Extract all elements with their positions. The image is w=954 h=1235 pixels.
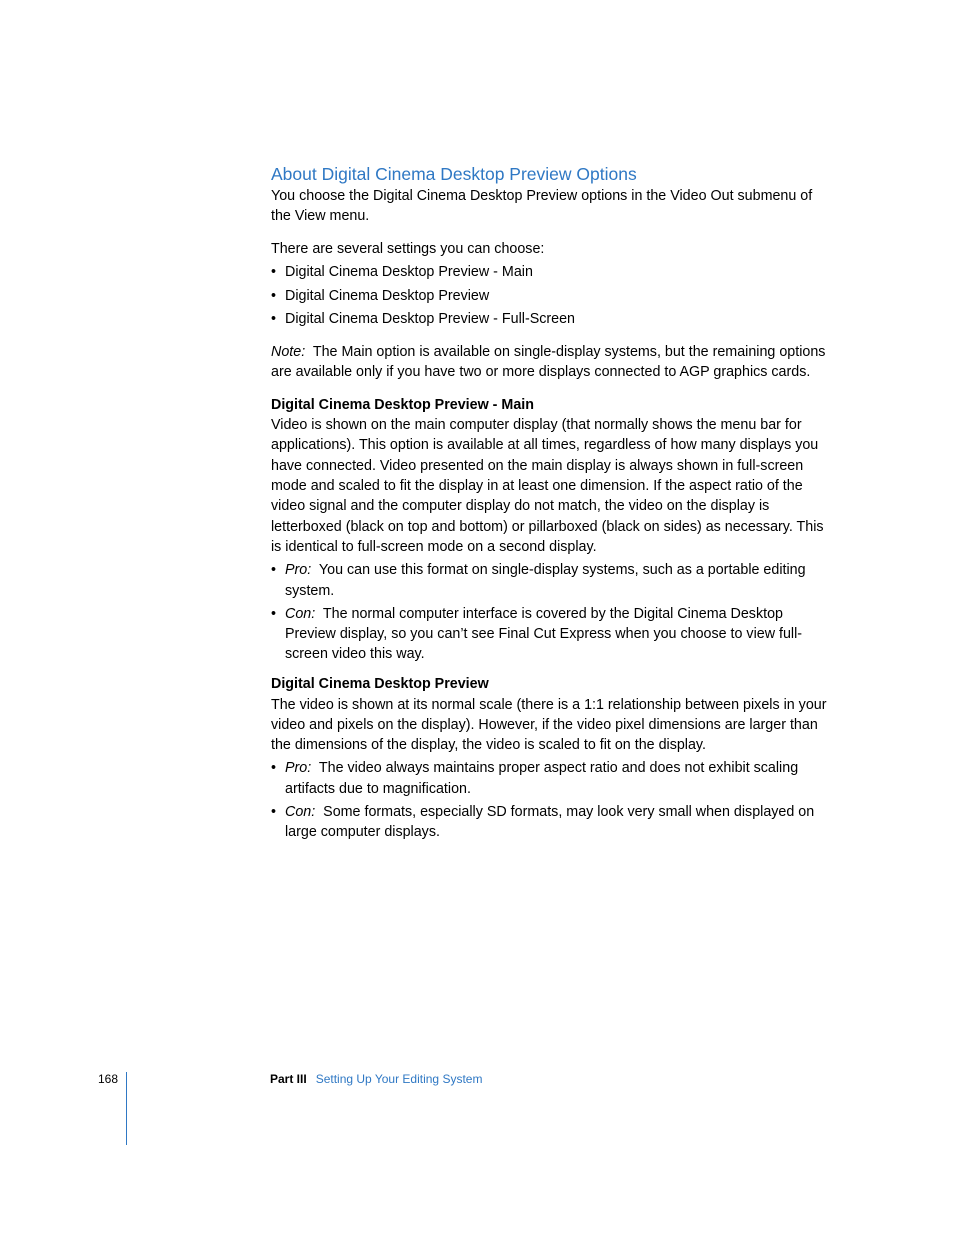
preview-option-heading: Digital Cinema Desktop Preview — [271, 676, 489, 693]
page-content — [271, 160, 831, 846]
chapter-title-link[interactable]: Setting Up Your Editing System — [315, 1072, 483, 1086]
main-option-heading: Digital Cinema Desktop Preview - Main — [271, 396, 534, 413]
bullet-icon: • — [271, 760, 277, 777]
bullet-icon: • — [271, 264, 277, 281]
note-text: The Main option is available on single-display systems, but the remaining options are available only if you have two or more displays connected to AGP graphics cards. — [271, 343, 826, 381]
preview-option-body: The video is shown at its normal scale (there is a 1:1 relationship between pixels in your video and pixels on the display). However, if the video pixel dimensions are larger than the dimensions of the display, the video is scaled to fit on the display. — [271, 696, 827, 754]
section-title: About Digital Cinema Desktop Preview Options — [271, 164, 637, 184]
main-option-body: Video is shown on the main computer display (that normally shows the menu bar for applications). This option is available at all times, regardless of how many displays you have connected. Video presented on the main display is always shown in full-screen mode and scaled to fit the display in at least one dimension. If the aspect ratio of the video signal and the computer display do not match, the video on the display is letterboxed (black on top and bottom) or pillarboxed (black on sides) as necessary. This is identical to full-screen mode on a second display. — [271, 417, 824, 555]
footer-part — [270, 1072, 482, 1086]
preview-option-pros-cons — [271, 758, 831, 842]
page-number: 168 — [98, 1072, 119, 1086]
list-item: • Digital Cinema Desktop Preview — [271, 286, 831, 306]
main-option-pros-cons — [271, 560, 831, 664]
list-item: • Digital Cinema Desktop Preview - Full-Screen — [271, 309, 831, 329]
note-label: Note: — [271, 343, 306, 360]
page-footer — [0, 1070, 954, 1100]
con-item: • Con: Some formats, especially SD formats, may look very small when displayed on large computer displays. — [271, 804, 815, 841]
settings-list — [271, 262, 831, 329]
bullet-icon: • — [271, 287, 277, 304]
intro-paragraph: You choose the Digital Cinema Desktop Preview options in the Video Out submenu of the View menu. — [271, 188, 813, 225]
note-paragraph — [271, 342, 831, 383]
settings-lead: There are several settings you can choose: — [271, 241, 545, 258]
con-item: • Con: The normal computer interface is covered by the Digital Cinema Desktop Preview display, so you can’t see Final Cut Express when you choose to view full-screen video this way. — [271, 605, 803, 663]
bullet-icon: • — [271, 310, 277, 327]
bullet-icon: • — [271, 804, 277, 821]
bullet-icon: • — [271, 605, 277, 622]
pro-item: • Pro: The video always maintains proper aspect ratio and does not exhibit scaling artifacts due to magnification. — [271, 760, 799, 797]
list-item: • Digital Cinema Desktop Preview - Main — [271, 262, 831, 282]
bullet-icon: • — [271, 562, 277, 579]
pro-item: • Pro: You can use this format on single-display systems, such as a portable editing system. — [271, 562, 806, 599]
part-label: Part III — [270, 1072, 307, 1086]
